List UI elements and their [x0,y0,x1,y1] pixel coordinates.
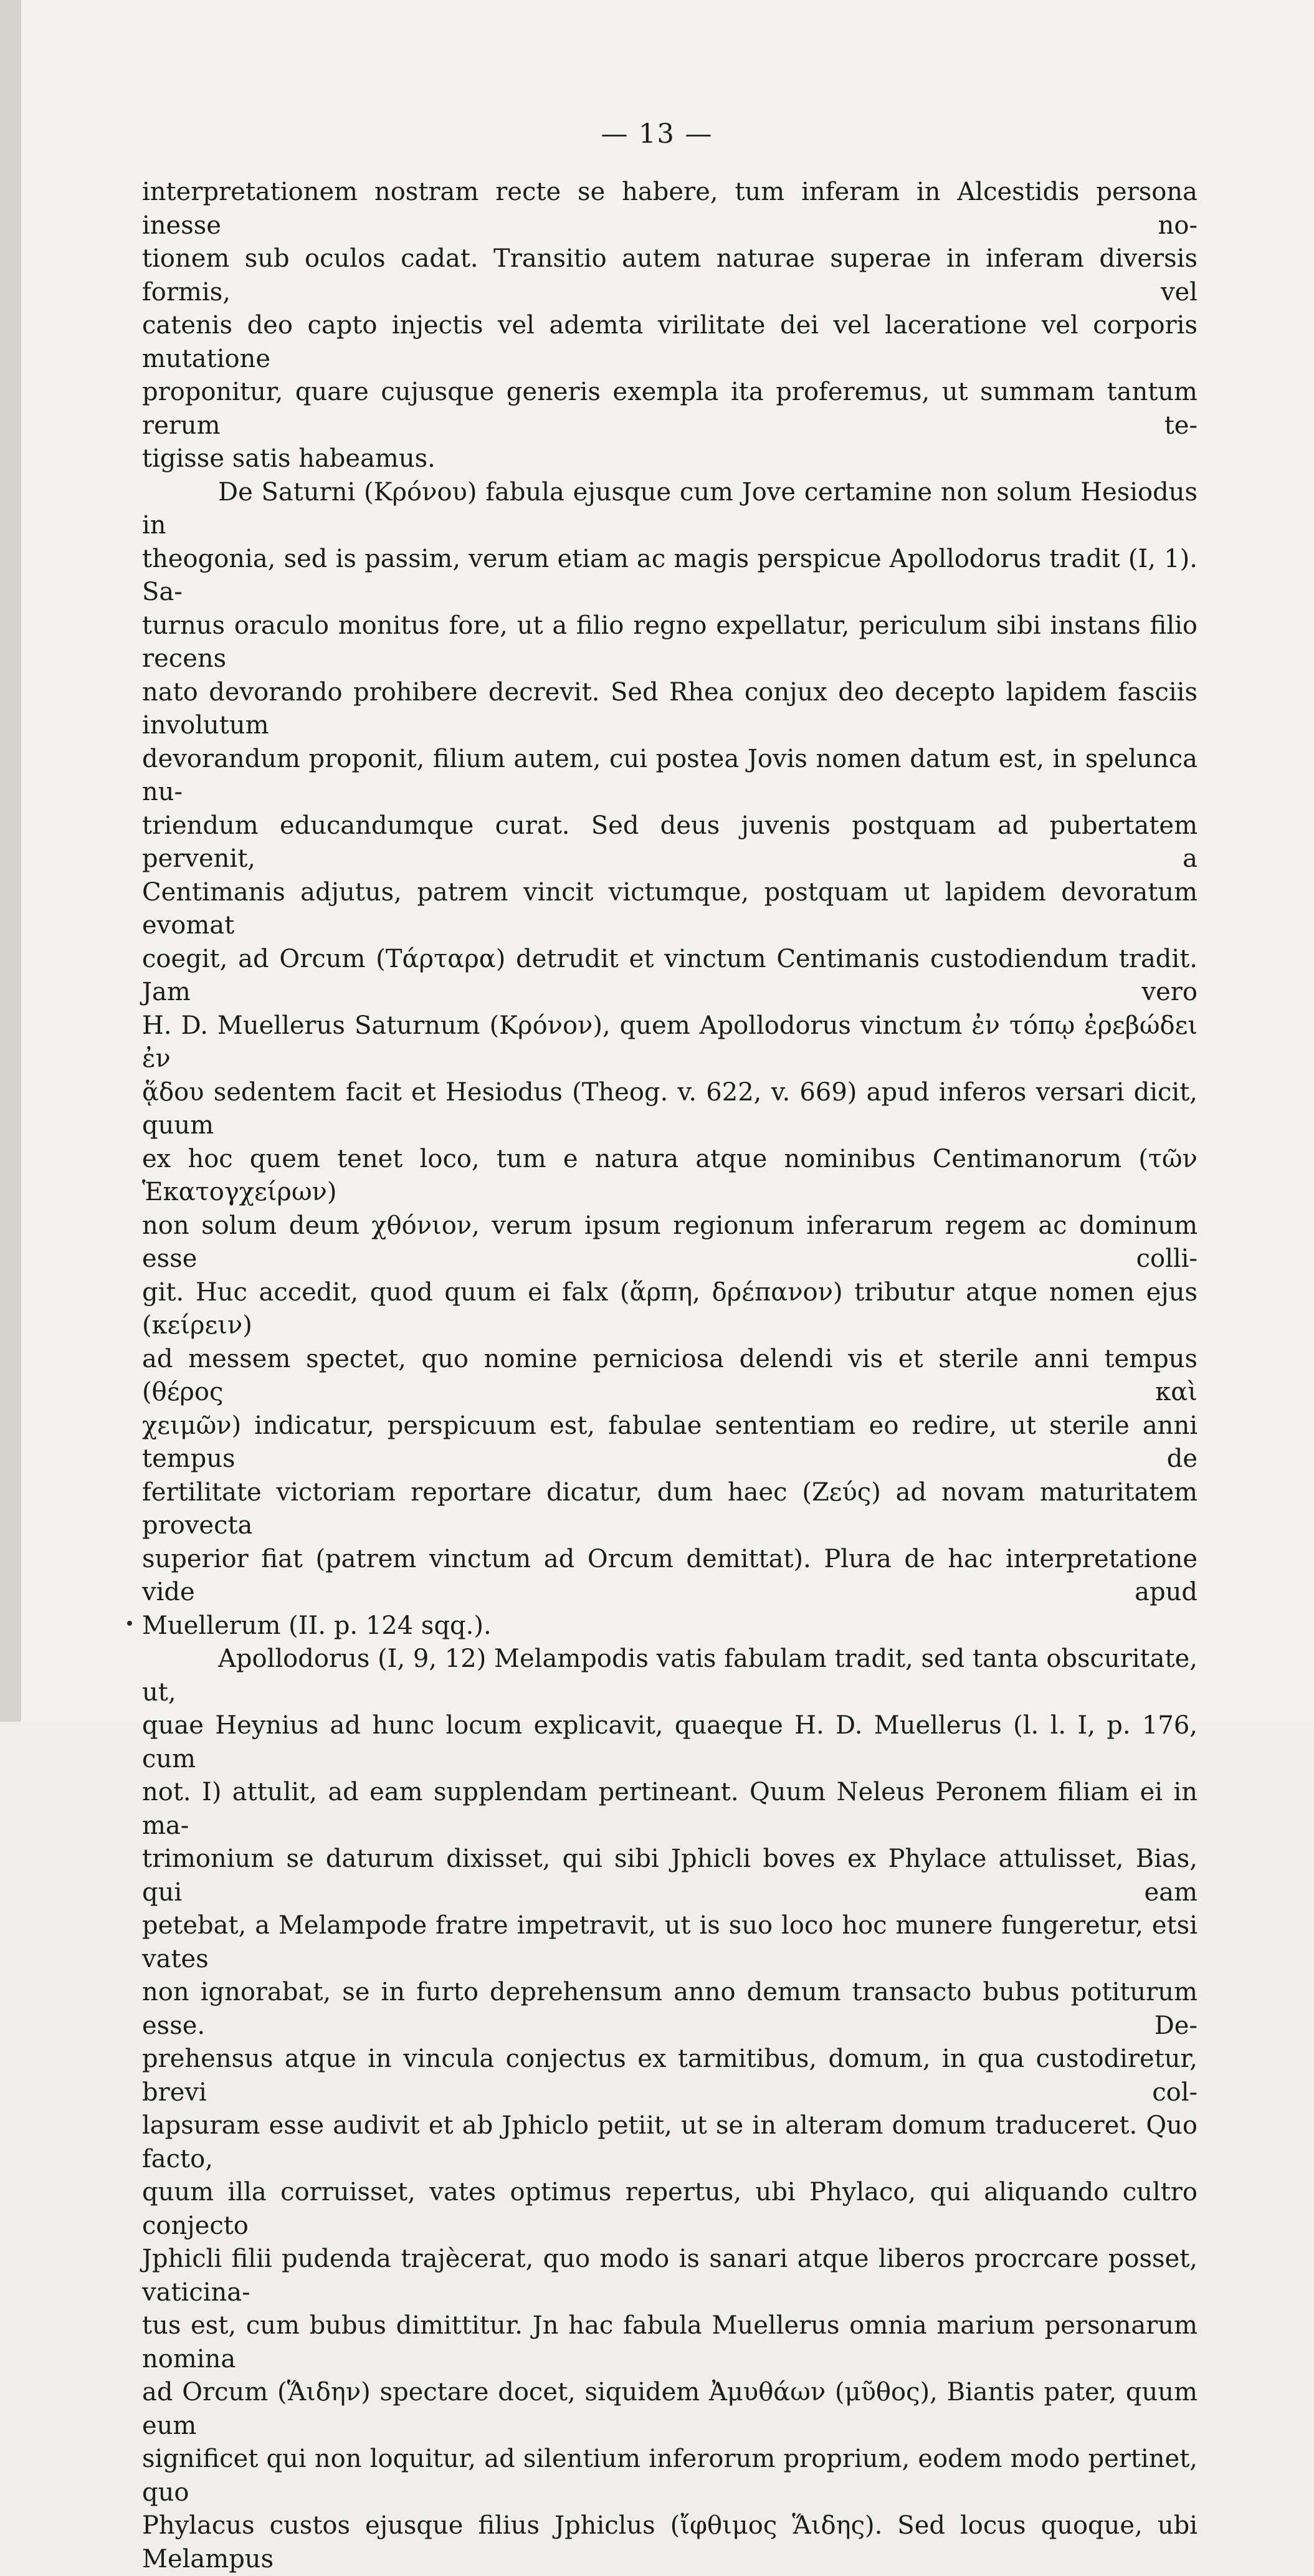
body-text [142,176,1197,2576]
text-line: Phylacus custos ejusque filius Jphiclus (ἴφθιμος Ἅιδης). Sed locus quoque, ubi Melampus [142,2511,1197,2574]
text-line: Centimanis adjutus, patrem vincit victumque, postquam ut lapidem devoratum evomat [142,877,1197,940]
paragraph [142,176,1197,476]
text-line: interpretationem nostram recte se habere, tum inferam in Alcestidis persona inesse no- [142,178,1197,240]
text-line: not. I) attulit, ad eam supplendam pertineant. Quum Neleus Peronem filiam ei in ma- [142,1778,1197,1840]
text-line: quae Heynius ad hunc locum explicavit, quaeque H. D. Muellerus (l. l. I, p. 176, cum [142,1711,1197,1773]
ink-speck [127,1621,132,1626]
text-line: prehensus atque in vincula conjectus ex tarmitibus, domum, in qua custodiretur, brevi col- [142,2044,1197,2107]
text-line [142,476,1197,543]
text-line [142,1643,1197,1709]
text-line: ad messem spectet, quo nomine perniciosa delendi vis et sterile anni tempus (θέρος καὶ [142,1344,1197,1406]
text-line: tus est, cum bubus dimittitur. Jn hac fabula Muellerus omnia marium personarum nomina [142,2311,1197,2373]
line-text: De Saturni (Κρόνου) fabula ejusque cum Jove certamine non solum Hesiodus in [142,477,1197,540]
text-line: ad Orcum (Ἅιδην) spectare docet, siquidem Ἀμυθάων (μῦθος), Biantis pater, quum eum [142,2378,1197,2440]
text-line: superior fiat (patrem vinctum ad Orcum demittat). Plura de hac interpretatione vide apud [142,1544,1197,1606]
text-line: catenis deo capto injectis vel ademta virilitate dei vel laceratione vel corporis mutatione [142,311,1197,373]
line-text: Apollodorus (I, 9, 12) Melampodis vatis fabulam tradit, sed tanta obscuritate, ut, [142,1644,1197,1707]
text-line: quum illa corruisset, vates optimus repertus, ubi Phylaco, qui aliquando cultro conjecto [142,2178,1197,2240]
text-line: Muellerum (II. p. 124 sqq.). [142,1611,492,1640]
paragraph [142,476,1197,1643]
text-line: significet qui non loquitur, ad silentium inferorum proprium, eodem modo pertinet, quo [142,2445,1197,2507]
text-line: ᾅδου sedentem facit et Hesiodus (Theog. v. 622, v. 669) apud inferos versari dicit, quum [142,1077,1197,1140]
text-line: H. D. Muellerus Saturnum (Κρόνον), quem Apollodorus vinctum ἐν τόπῳ ἐρεβώδει ἐν [142,1011,1197,1073]
text-line: fertilitate victoriam reportare dicatur, dum haec (Ζεύς) ad novam maturitatem provecta [142,1477,1197,1540]
text-line: χειμῶν) indicatur, perspicuum est, fabulae sententiam eo redire, ut sterile anni tempus de [142,1411,1197,1473]
text-line: proponitur, quare cujusque generis exempla ita proferemus, ut summam tantum rerum te- [142,378,1197,440]
text-line: ex hoc quem tenet loco, tum e natura atque nominibus Centimanorum (τῶν Ἑκατογχείρων) [142,1144,1197,1206]
text-line: petebat, a Melampode fratre impetravit, ut is suo loco hoc munere fungeretur, etsi vates [142,1911,1197,1973]
text-line: git. Huc accedit, quod quum ei falx (ἅρπη, δρέπανον) tributur atque nomen ejus (κείρειν) [142,1277,1197,1340]
text-line: nato devorando prohibere decrevit. Sed Rhea conjux deo decepto lapidem fasciis involutum [142,677,1197,740]
text-line: non ignorabat, se in furto deprehensum anno demum transacto bubus potiturum esse. De- [142,1978,1197,2040]
scan-binding-edge [0,0,22,1722]
text-line: lapsuram esse audivit et ab Jphiclo petiit, ut se in alteram domum traduceret. Quo facto, [142,2111,1197,2173]
text-line: tigisse satis habeamus. [142,444,436,473]
paragraph [142,1643,1197,2576]
text-line: triendum educandumque curat. Sed deus juvenis postquam ad pubertatem pervenit, a [142,811,1197,873]
page-number: — 13 — [601,118,713,150]
text-line: trimonium se daturum dixisset, qui sibi Jphicli boves ex Phylace attulisset, Bias, qui eam [142,1844,1197,1907]
text-line: Jphicli filii pudenda trajècerat, quo modo is sanari atque liberos procrcare posset, vaticina- [142,2244,1197,2307]
text-line: theogonia, sed is passim, verum etiam ac magis perspicue Apollodorus tradit (I, 1). Sa- [142,544,1197,606]
text-line: tionem sub oculos cadat. Transitio autem naturae superae in inferam diversis formis, vel [142,244,1197,307]
text-line: coegit, ad Orcum (Τάρταρα) detrudit et vinctum Centimanis custodiendum tradit. Jam vero [142,944,1197,1006]
text-line: non solum deum χθόνιον, verum ipsum regionum inferarum regem ac dominum esse colli- [142,1211,1197,1273]
text-line: turnus oraculo monitus fore, ut a filio regno expellatur, periculum sibi instans filio recens [142,611,1197,673]
text-line: devorandum proponit, filium autem, cui postea Jovis nomen datum est, in spelunca nu- [142,744,1197,806]
